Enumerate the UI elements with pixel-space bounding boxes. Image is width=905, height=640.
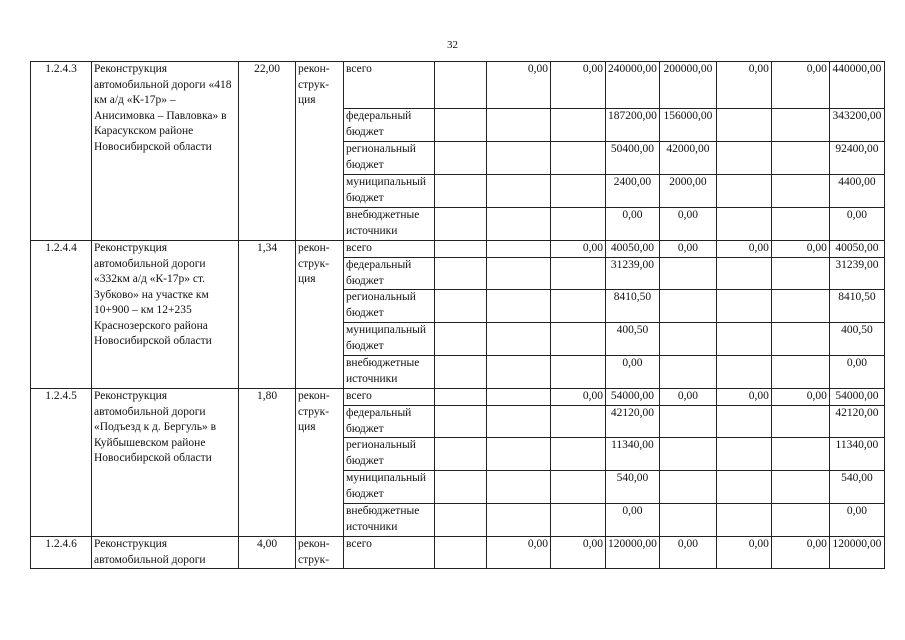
value-cell [771,109,829,142]
value-cell [771,471,829,504]
source-label: региональный бюджет [344,438,435,471]
value-cell: 0,00 [487,62,551,109]
table-row [31,62,885,109]
value-cell [551,109,606,142]
value-cell [659,504,716,537]
value-cell [487,109,551,142]
value-cell [771,356,829,389]
value-cell: 42000,00 [659,142,716,175]
table-row [31,537,885,569]
value-cell [659,438,716,471]
value-cell: 0,00 [606,208,660,241]
value-cell [435,356,487,389]
value-cell [551,290,606,323]
value-cell [771,258,829,290]
value-cell [487,142,551,175]
length-km: 1,34 [239,241,296,389]
work-type: рекон-струк-ция [296,241,344,389]
value-cell [771,323,829,356]
value-cell: 11340,00 [606,438,660,471]
value-cell [716,208,771,241]
value-cell [716,290,771,323]
value-cell [716,175,771,208]
value-cell: 2400,00 [606,175,660,208]
value-cell [659,356,716,389]
value-cell [435,208,487,241]
value-cell [551,323,606,356]
value-cell [487,290,551,323]
length-km: 4,00 [239,537,296,569]
total-cell: 11340,00 [829,438,884,471]
value-cell [716,504,771,537]
value-cell [551,258,606,290]
value-cell: 0,00 [551,62,606,109]
value-cell: 40050,00 [606,241,660,258]
value-cell: 0,00 [716,62,771,109]
value-cell [435,537,487,569]
value-cell: 8410,50 [606,290,660,323]
total-cell: 54000,00 [829,389,884,406]
value-cell: 42120,00 [606,406,660,438]
item-number: 1.2.4.6 [31,537,92,569]
object-name: Реконструкция автомобильной дороги «Подъезд к д. Бергуль» в Куйбышевском районе Новосибирской области [92,389,239,537]
value-cell [487,241,551,258]
value-cell: 0,00 [716,389,771,406]
page-number: 32 [447,39,458,51]
value-cell: 0,00 [659,208,716,241]
value-cell [435,175,487,208]
value-cell [659,471,716,504]
total-cell: 0,00 [829,208,884,241]
value-cell [487,504,551,537]
item-number: 1.2.4.5 [31,389,92,537]
value-cell [435,438,487,471]
value-cell: 0,00 [606,356,660,389]
value-cell [487,175,551,208]
work-type: рекон-струк- [296,537,344,569]
total-cell: 540,00 [829,471,884,504]
value-cell [771,208,829,241]
value-cell [551,356,606,389]
value-cell [716,406,771,438]
value-cell [487,258,551,290]
length-km: 1,80 [239,389,296,537]
value-cell: 0,00 [771,537,829,569]
value-cell: 0,00 [551,241,606,258]
value-cell: 0,00 [716,241,771,258]
value-cell [659,290,716,323]
value-cell [487,406,551,438]
value-cell [716,438,771,471]
object-name: Реконструкция автомобильной дороги «332км а/д «К-17р» ст. Зубково» на участке км 10+900 – км 12+235 Краснозерского района Новосибирской области [92,241,239,389]
total-cell: 0,00 [829,356,884,389]
value-cell: 240000,00 [606,62,660,109]
value-cell [435,62,487,109]
value-cell [435,504,487,537]
value-cell [551,175,606,208]
value-cell [716,109,771,142]
value-cell [771,504,829,537]
value-cell [659,258,716,290]
value-cell: 0,00 [659,537,716,569]
value-cell: 54000,00 [606,389,660,406]
table-row [31,241,885,258]
value-cell [435,142,487,175]
work-type: рекон-струк-ция [296,62,344,241]
value-cell [551,504,606,537]
value-cell [716,471,771,504]
source-label: региональный бюджет [344,142,435,175]
value-cell [551,438,606,471]
source-label: муниципальный бюджет [344,175,435,208]
total-cell: 343200,00 [829,109,884,142]
value-cell: 400,50 [606,323,660,356]
source-label: муниципальный бюджет [344,323,435,356]
value-cell: 0,00 [487,537,551,569]
source-label: всего [344,241,435,258]
source-label: всего [344,62,435,109]
value-cell [716,258,771,290]
source-label: федеральный бюджет [344,406,435,438]
value-cell: 0,00 [659,241,716,258]
object-name: Реконструкция автомобильной дороги «418 км а/д «К-17р» – Анисимовка – Павловка» в Карасукском районе Новосибирской области [92,62,239,241]
total-cell: 92400,00 [829,142,884,175]
value-cell [659,323,716,356]
total-cell: 31239,00 [829,258,884,290]
object-name: Реконструкция автомобильной дороги [92,537,239,569]
value-cell [487,389,551,406]
value-cell: 0,00 [716,537,771,569]
value-cell [435,109,487,142]
value-cell [487,208,551,241]
total-cell: 120000,00 [829,537,884,569]
value-cell: 0,00 [771,241,829,258]
value-cell [771,175,829,208]
total-cell: 400,50 [829,323,884,356]
value-cell [771,142,829,175]
total-cell: 42120,00 [829,406,884,438]
value-cell [487,356,551,389]
value-cell [435,323,487,356]
value-cell [771,406,829,438]
value-cell [435,471,487,504]
value-cell [551,471,606,504]
total-cell: 40050,00 [829,241,884,258]
value-cell: 187200,00 [606,109,660,142]
value-cell [771,290,829,323]
total-cell: 440000,00 [829,62,884,109]
work-type: рекон-струк-ция [296,389,344,537]
value-cell: 0,00 [606,504,660,537]
value-cell [551,406,606,438]
value-cell [551,208,606,241]
value-cell: 0,00 [771,389,829,406]
value-cell [716,142,771,175]
budget-table [30,61,885,569]
value-cell [435,290,487,323]
total-cell: 8410,50 [829,290,884,323]
item-number: 1.2.4.3 [31,62,92,241]
value-cell: 200000,00 [659,62,716,109]
value-cell [435,406,487,438]
value-cell [487,471,551,504]
value-cell: 120000,00 [606,537,660,569]
value-cell [716,323,771,356]
source-label: внебюджетные источники [344,208,435,241]
value-cell: 2000,00 [659,175,716,208]
value-cell [435,389,487,406]
value-cell [487,438,551,471]
value-cell [659,406,716,438]
value-cell [435,241,487,258]
value-cell: 0,00 [551,389,606,406]
value-cell: 50400,00 [606,142,660,175]
item-number: 1.2.4.4 [31,241,92,389]
value-cell [716,356,771,389]
value-cell: 156000,00 [659,109,716,142]
source-label: региональный бюджет [344,290,435,323]
value-cell: 0,00 [771,62,829,109]
source-label: муниципальный бюджет [344,471,435,504]
value-cell: 540,00 [606,471,660,504]
value-cell [771,438,829,471]
source-label: всего [344,537,435,569]
source-label: всего [344,389,435,406]
value-cell [551,142,606,175]
value-cell: 0,00 [551,537,606,569]
total-cell: 4400,00 [829,175,884,208]
value-cell [487,323,551,356]
value-cell [435,258,487,290]
length-km: 22,00 [239,62,296,241]
value-cell: 31239,00 [606,258,660,290]
source-label: внебюджетные источники [344,504,435,537]
source-label: федеральный бюджет [344,258,435,290]
source-label: федеральный бюджет [344,109,435,142]
source-label: внебюджетные источники [344,356,435,389]
value-cell: 0,00 [659,389,716,406]
total-cell: 0,00 [829,504,884,537]
table-row [31,389,885,406]
